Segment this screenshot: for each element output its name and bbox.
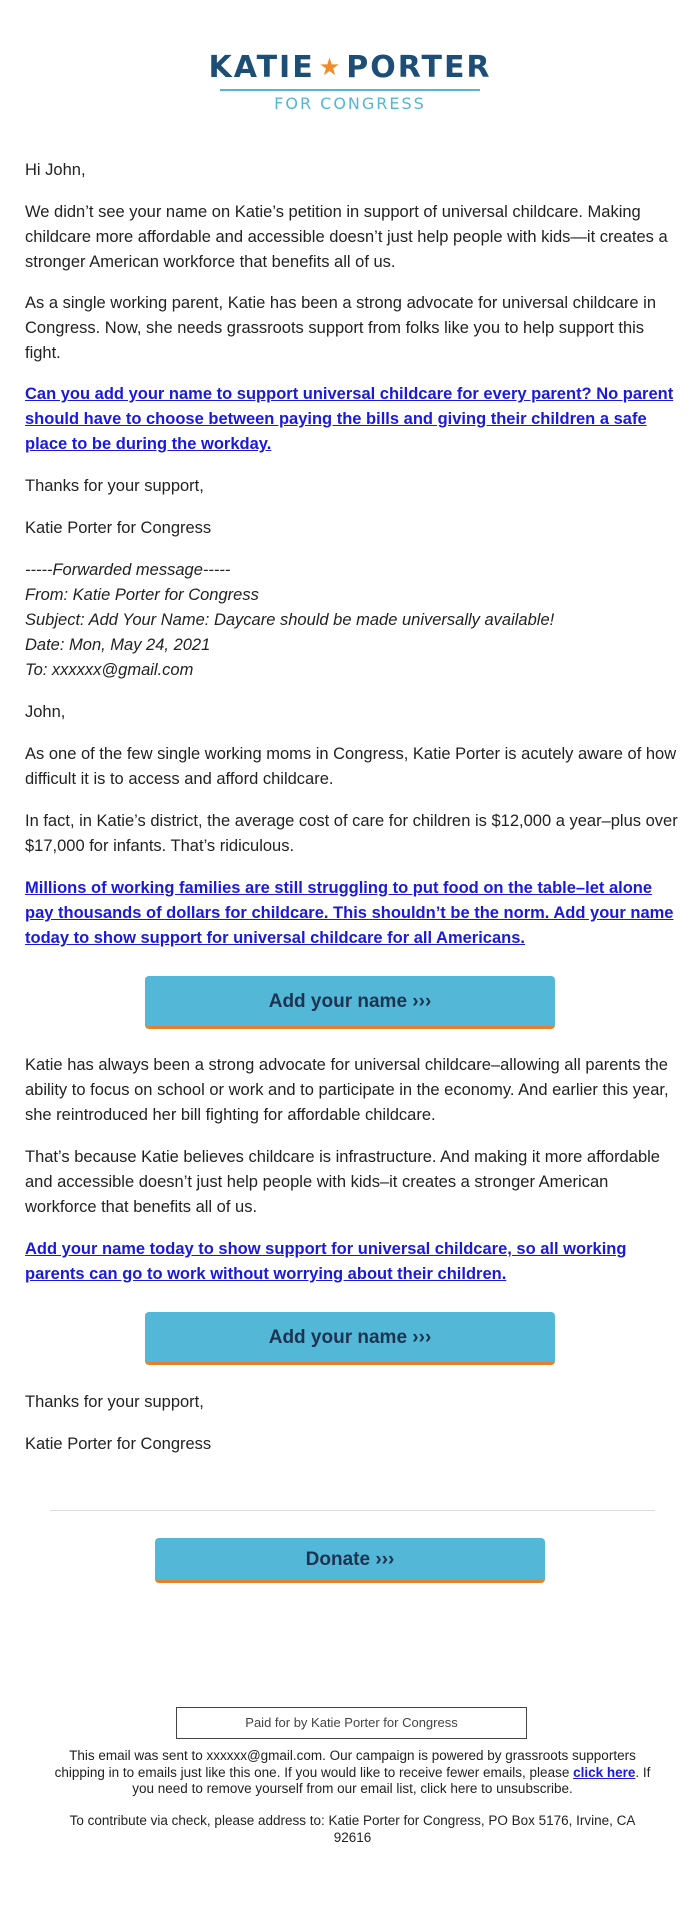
campaign-logo: [0, 50, 700, 114]
footer-notice-text: This email was sent to xxxxxx@gmail.com. Our campaign is powered by grassroots supporters chipping in to emails just like this one. If you would like to receive fewer emails, please: [54, 1748, 636, 1780]
add-name-button-2[interactable]: Add your name ›››: [145, 1312, 555, 1365]
paragraph-single-moms: As one of the few single working moms in Congress, Katie Porter is acutely aware of how difficult it is to access and afford childcare.: [25, 745, 677, 788]
forwarded-subject: Subject: Add Your Name: Daycare should be made universally available!: [25, 611, 555, 629]
forwarded-block: [25, 558, 681, 683]
donate-button[interactable]: Donate ›››: [155, 1538, 545, 1583]
petition-link-1[interactable]: Can you add your name to support universal childcare for every parent? No parent should have to choose between paying the bills and giving their children a safe place to be during the workday.: [25, 385, 674, 453]
thanks-line-2: Thanks for your support,: [25, 1393, 204, 1411]
greeting-2: John,: [25, 703, 66, 721]
star-icon: ★: [318, 53, 343, 81]
signature: Katie Porter for Congress: [25, 519, 212, 537]
forwarded-date: Date: Mon, May 24, 2021: [25, 636, 211, 654]
forwarded-from: From: Katie Porter for Congress: [25, 586, 259, 604]
footer-check-address: To contribute via check, please address to: Katie Porter for Congress, PO Box 5176, Irvine, CA 92616: [69, 1813, 636, 1845]
forwarded-header: -----Forwarded message-----: [25, 561, 231, 579]
paragraph-cost: In fact, in Katie’s district, the average cost of care for children is $12,000 a year–plus over $17,000 for infants. That’s ridiculous.: [25, 812, 678, 855]
paid-for-disclaimer: Paid for by Katie Porter for Congress: [176, 1707, 527, 1739]
logo-subtitle: FOR CONGRESS: [274, 94, 426, 113]
logo-last-name: PORTER: [346, 50, 492, 85]
paragraph-infrastructure: That’s because Katie believes childcare is infrastructure. And making it more affordable and accessible doesn’t just help people with kids–it creates a stronger American workforce that benefits all of us.: [25, 1148, 660, 1216]
logo-first-name: KATIE: [208, 50, 315, 85]
logo-wordmark: [0, 50, 700, 85]
paragraph-petition: We didn’t see your name on Katie’s petition in support of universal childcare. Making childcare more affordable and accessible doesn’t just help people with kids—it creates a stronger American workforce that benefits all of us.: [25, 203, 668, 271]
paragraph-advocate: As a single working parent, Katie has been a strong advocate for universal childcare in Congress. Now, she needs grassroots support from folks like you to help support this fight.: [25, 294, 657, 362]
footer-unsubscribe-text: . If you need to remove yourself from our email list, click here to unsubscribe.: [132, 1764, 651, 1796]
forwarded-to: To: xxxxxx@gmail.com: [25, 661, 194, 679]
petition-link-2[interactable]: Millions of working families are still struggling to put food on the table–let alone pay thousands of dollars for childcare. This shouldn’t be the norm. Add your name today to show support for universal childcare for all Americans.: [25, 879, 674, 947]
logo-divider: [220, 89, 480, 91]
footer-notice: [50, 1748, 655, 1798]
signature-2: Katie Porter for Congress: [25, 1435, 212, 1453]
thanks-line: Thanks for your support,: [25, 477, 204, 495]
add-name-button-1[interactable]: Add your name ›››: [145, 976, 555, 1029]
paragraph-strong-advocate: Katie has always been a strong advocate for universal childcare–allowing all parents the ability to focus on school or work and to participate in the economy. And earlier this year, she reintroduced her bill fighting for affordable childcare.: [25, 1056, 669, 1124]
section-divider: [50, 1510, 655, 1511]
petition-link-3[interactable]: Add your name today to show support for universal childcare, so all working parents can go to work without worrying about their children.: [25, 1240, 627, 1283]
greeting: Hi John,: [25, 161, 86, 179]
fewer-emails-link[interactable]: click here: [573, 1764, 636, 1780]
